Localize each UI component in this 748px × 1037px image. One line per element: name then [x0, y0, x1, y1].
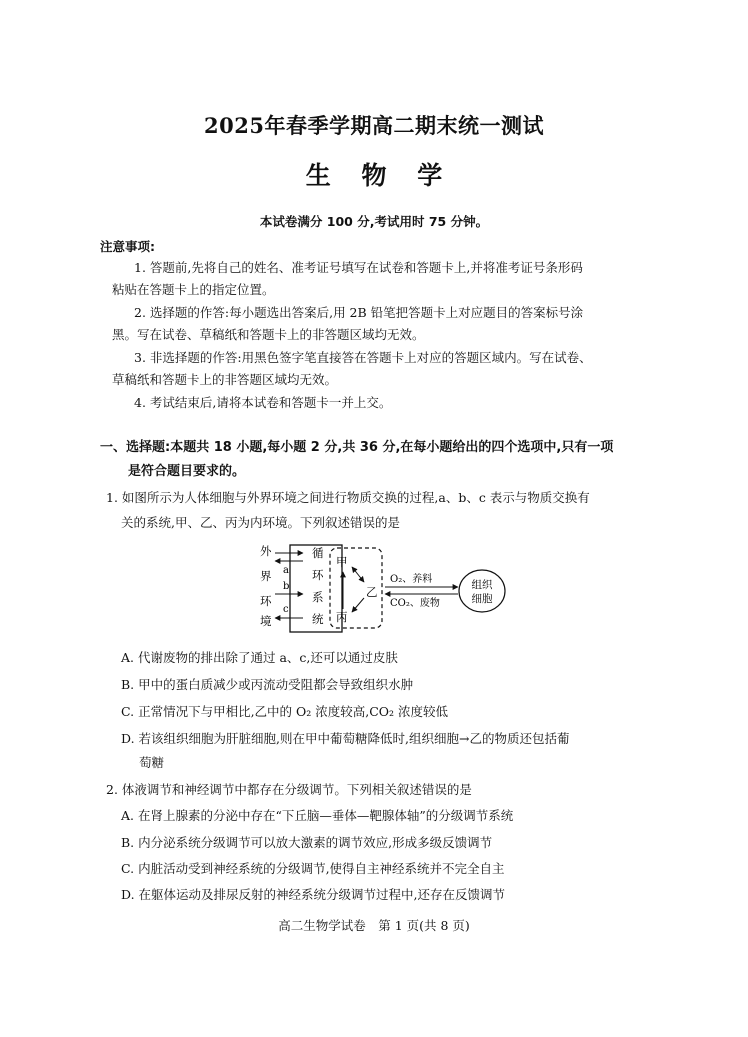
- exam-title: 2025年春季学期高二期末统一测试: [204, 113, 544, 138]
- q1-option-a: A. 代谢废物的排出除了通过 a、c,还可以通过皮肤: [121, 650, 398, 665]
- env-char-4: 境: [260, 614, 272, 628]
- o2-label: O₂、养料: [390, 574, 433, 585]
- arrow-yi-to-bing: [352, 598, 364, 612]
- cell-label-1: 组织: [471, 579, 493, 591]
- q1-option-d-line-1: D. 若该组织细胞为肝脏细胞,则在甲中葡萄糖降低时,组织细胞→乙的物质还包括葡: [121, 731, 570, 746]
- notice-item-3-line-1: 3. 非选择题的作答:用黑色签字笔直接答在答题卡上对应的答题区域内。写在试卷、: [134, 350, 592, 365]
- label-jia: 甲: [336, 555, 348, 569]
- q1-stem-line-2: 关的系统,甲、乙、丙为内环境。下列叙述错误的是: [121, 515, 400, 530]
- sys-char-1: 循: [312, 546, 324, 560]
- label-yi: 乙: [366, 585, 378, 599]
- notice-item-4: 4. 考试结束后,请将本试卷和答题卡一并上交。: [134, 395, 392, 410]
- q2-stem: 2. 体液调节和神经调节中都存在分级调节。下列相关叙述错误的是: [106, 782, 472, 797]
- notice-item-1-line-1: 1. 答题前,先将自己的姓名、准考证号填写在试卷和答题卡上,并将准考证号条形码: [134, 260, 583, 275]
- q2-option-c: C. 内脏活动受到神经系统的分级调节,使得自主神经系统并不完全自主: [121, 861, 505, 876]
- exam-info: 本试卷满分 100 分,考试用时 75 分钟。: [259, 214, 489, 229]
- notice-item-1-line-2: 粘贴在答题卡上的指定位置。: [112, 282, 275, 297]
- env-char-2: 界: [260, 569, 272, 583]
- label-b: b: [283, 581, 290, 592]
- sys-char-2: 环: [312, 568, 324, 582]
- tissue-cell-circle: [459, 570, 505, 612]
- q2-option-b: B. 内分泌系统分级调节可以放大激素的调节效应,形成多级反馈调节: [121, 835, 493, 850]
- section-1-heading: 一、选择题:本题共 18 小题,每小题 2 分,共 36 分,在每小题给出的四个选项中,只有一项: [100, 440, 614, 455]
- q2-option-a: A. 在肾上腺素的分泌中存在“下丘脑—垂体—靶腺体轴”的分级调节系统: [121, 808, 514, 823]
- cell-label-2: 细胞: [471, 593, 493, 605]
- q1-option-c: C. 正常情况下与甲相比,乙中的 O₂ 浓度较高,CO₂ 浓度较低: [121, 704, 449, 719]
- section-1-heading-cont: 是符合题目要求的。: [128, 464, 246, 479]
- notice-item-2-line-1: 2. 选择题的作答:每小题选出答案后,用 2B 铅笔把答题卡上对应题目的答案标号涂: [134, 305, 584, 320]
- q1-option-d-line-2: 萄糖: [139, 755, 165, 770]
- label-bing: 丙: [336, 610, 348, 624]
- notice-item-3-line-2: 草稿纸和答题卡上的非答题区域均无效。: [112, 372, 338, 387]
- subject-title: 生 物 学: [305, 161, 443, 190]
- env-char-1: 外: [260, 544, 272, 558]
- page-footer: 高二生物学试卷 第 1 页(共 8 页): [278, 918, 470, 933]
- sys-char-4: 统: [312, 612, 324, 626]
- label-c: c: [283, 604, 289, 615]
- co2-label: CO₂、废物: [390, 598, 440, 609]
- label-a: a: [283, 565, 289, 576]
- q1-option-b: B. 甲中的蛋白质减少或丙流动受阻都会导致组织水肿: [121, 677, 414, 692]
- env-char-3: 环: [260, 594, 272, 608]
- notice-heading: 注意事项:: [100, 239, 155, 254]
- q1-diagram: [250, 542, 510, 634]
- q1-stem-line-1: 1. 如图所示为人体细胞与外界环境之间进行物质交换的过程,a、b、c 表示与物质交换有: [106, 490, 590, 505]
- sys-char-3: 系: [312, 590, 324, 604]
- arrow-jia-yi: [352, 567, 364, 582]
- notice-item-2-line-2: 黑。写在试卷、草稿纸和答题卡上的非答题区域均无效。: [112, 327, 425, 342]
- q2-option-d: D. 在躯体运动及排尿反射的神经系统分级调节过程中,还存在反馈调节: [121, 887, 505, 902]
